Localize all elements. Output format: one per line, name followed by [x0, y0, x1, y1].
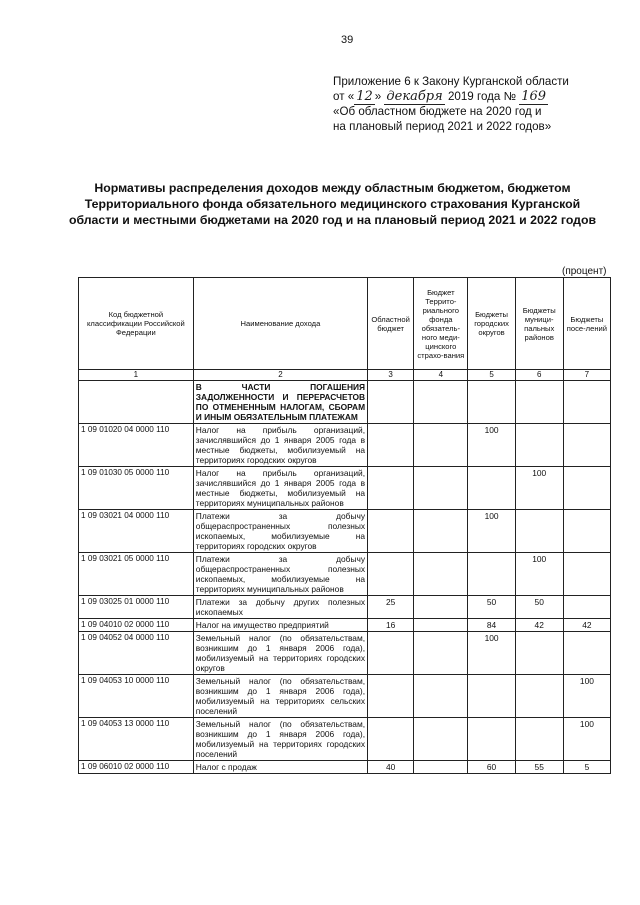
document-title: Нормативы распределения доходов между областным бюджетом, бюджетом Территориального фонда обязательного медицинского страхования Курганской области и местными бюджетами на 2020 год и на плановый период 2021 и 2022 годов [68, 181, 597, 227]
row-settlements: 5 [563, 761, 610, 774]
column-number: 3 [368, 370, 414, 381]
table-row-section [79, 381, 611, 424]
row-settlements [563, 467, 610, 510]
page-number: 39 [341, 34, 354, 46]
row-tfoms [414, 381, 468, 424]
row-settlements [563, 424, 610, 467]
row-name: Платежи за добычу общераспространенных полезных ископаемых, мобилизуемые на территориях муниципальных районов [193, 553, 367, 596]
row-code: 1 09 03025 01 0000 110 [79, 596, 194, 619]
row-regional [368, 424, 414, 467]
row-regional [368, 675, 414, 718]
table-row [79, 510, 611, 553]
column-number: 4 [414, 370, 468, 381]
header-settlements: Бюджеты посе-лений [563, 278, 610, 370]
row-municipal [515, 424, 563, 467]
row-tfoms [414, 510, 468, 553]
row-urban [468, 553, 515, 596]
row-municipal [515, 510, 563, 553]
table-row [79, 424, 611, 467]
row-urban: 60 [468, 761, 515, 774]
row-code: 1 09 03021 05 0000 110 [79, 553, 194, 596]
row-tfoms [414, 553, 468, 596]
row-code: 1 09 06010 02 0000 110 [79, 761, 194, 774]
row-settlements [563, 596, 610, 619]
row-tfoms [414, 761, 468, 774]
row-regional [368, 718, 414, 761]
row-name: Налог на прибыль организаций, зачислявшийся до 1 января 2005 года в местные бюджеты, мобилизуемый на территориях муниципальных районов [193, 467, 367, 510]
row-tfoms [414, 632, 468, 675]
row-tfoms [414, 467, 468, 510]
row-municipal [515, 718, 563, 761]
column-number: 7 [563, 370, 610, 381]
unit-label: (процент) [562, 266, 607, 277]
appendix-line-3: «Об областном бюджете на 2020 год и [333, 105, 542, 118]
row-code: 1 09 04053 13 0000 110 [79, 718, 194, 761]
row-municipal [515, 381, 563, 424]
row-municipal [515, 675, 563, 718]
row-municipal: 42 [515, 619, 563, 632]
row-code [79, 381, 194, 424]
row-municipal: 100 [515, 553, 563, 596]
appendix-line-2 [333, 89, 633, 104]
column-number: 6 [515, 370, 563, 381]
row-municipal: 50 [515, 596, 563, 619]
appendix-line-1: Приложение 6 к Закону Курганской области [333, 75, 569, 88]
row-urban: 100 [468, 510, 515, 553]
appendix-from: от « [333, 90, 355, 103]
appendix-day: 12 [356, 89, 373, 104]
row-code: 1 09 03021 04 0000 110 [79, 510, 194, 553]
row-code: 1 09 04010 02 0000 110 [79, 619, 194, 632]
row-municipal: 55 [515, 761, 563, 774]
header-urban: Бюджеты городских округов [468, 278, 515, 370]
row-tfoms [414, 424, 468, 467]
appendix-close-quote: » [374, 90, 382, 103]
row-code: 1 09 01030 05 0000 110 [79, 467, 194, 510]
table-row [79, 675, 611, 718]
header-municipal: Бюджеты муници-пальных районов [515, 278, 563, 370]
row-settlements: 100 [563, 675, 610, 718]
row-name: Земельный налог (по обязательствам, возникшим до 1 января 2006 года), мобилизуемый на территориях сельских поселений [193, 675, 367, 718]
row-regional [368, 553, 414, 596]
row-urban: 100 [468, 424, 515, 467]
row-settlements [563, 381, 610, 424]
row-settlements [563, 632, 610, 675]
row-name: Платежи за добычу общераспространенных полезных ископаемых, мобилизуемые на территориях городских округов [193, 510, 367, 553]
row-code: 1 09 04052 04 0000 110 [79, 632, 194, 675]
revenue-norms-table [78, 277, 611, 774]
row-settlements: 100 [563, 718, 610, 761]
row-name: Земельный налог (по обязательствам, возникшим до 1 января 2006 года), мобилизуемый на территориях городских поселений [193, 718, 367, 761]
row-urban: 100 [468, 632, 515, 675]
row-name: Платежи за добычу других полезных ископаемых [193, 596, 367, 619]
appendix-number: 169 [521, 89, 547, 104]
appendix-month: декабря [386, 89, 443, 104]
row-code: 1 09 01020 04 0000 110 [79, 424, 194, 467]
header-regional: Областной бюджет [368, 278, 414, 370]
table-row [79, 632, 611, 675]
row-urban: 50 [468, 596, 515, 619]
table-row [79, 467, 611, 510]
table-row [79, 761, 611, 774]
header-row [79, 278, 611, 370]
column-number: 5 [468, 370, 515, 381]
row-code: 1 09 04053 10 0000 110 [79, 675, 194, 718]
appendix-line-4: на плановый период 2021 и 2022 годов» [333, 120, 552, 133]
row-regional: 40 [368, 761, 414, 774]
row-urban: 84 [468, 619, 515, 632]
row-urban [468, 718, 515, 761]
table-row [79, 553, 611, 596]
appendix-reference [333, 74, 633, 134]
header-tfoms: Бюджет Террито-риального фонда обязатель-ного меди-цинского страхо-вания [414, 278, 468, 370]
row-urban [468, 467, 515, 510]
row-urban [468, 381, 515, 424]
row-settlements [563, 553, 610, 596]
appendix-year-no: 2019 года № [447, 90, 517, 103]
row-tfoms [414, 718, 468, 761]
row-tfoms [414, 675, 468, 718]
header-code: Код бюджетной классификации Российской Федерации [79, 278, 194, 370]
row-regional: 25 [368, 596, 414, 619]
column-number: 2 [193, 370, 367, 381]
row-name: Налог на имущество предприятий [193, 619, 367, 632]
row-settlements [563, 510, 610, 553]
row-tfoms [414, 596, 468, 619]
row-urban [468, 675, 515, 718]
row-regional [368, 381, 414, 424]
row-regional [368, 510, 414, 553]
row-municipal [515, 632, 563, 675]
column-number: 1 [79, 370, 194, 381]
row-regional [368, 467, 414, 510]
row-regional: 16 [368, 619, 414, 632]
table-row [79, 718, 611, 761]
row-regional [368, 632, 414, 675]
table-row [79, 619, 611, 632]
row-tfoms [414, 619, 468, 632]
row-name: Налог на прибыль организаций, зачислявшийся до 1 января 2005 года в местные бюджеты, мобилизуемый на территориях городских округов [193, 424, 367, 467]
row-settlements: 42 [563, 619, 610, 632]
row-name: Налог с продаж [193, 761, 367, 774]
column-number-row [79, 370, 611, 381]
row-name: В ЧАСТИ ПОГАШЕНИЯ ЗАДОЛЖЕННОСТИ И ПЕРЕРАСЧЕТОВ ПО ОТМЕНЕННЫМ НАЛОГАМ, СБОРАМ И ИНЫМ ОБЯЗАТЕЛЬНЫМ ПЛАТЕЖАМ [193, 381, 367, 424]
table-row [79, 596, 611, 619]
header-name: Наименование дохода [193, 278, 367, 370]
row-municipal: 100 [515, 467, 563, 510]
row-name: Земельный налог (по обязательствам, возникшим до 1 января 2006 года), мобилизуемый на территориях городских округов [193, 632, 367, 675]
